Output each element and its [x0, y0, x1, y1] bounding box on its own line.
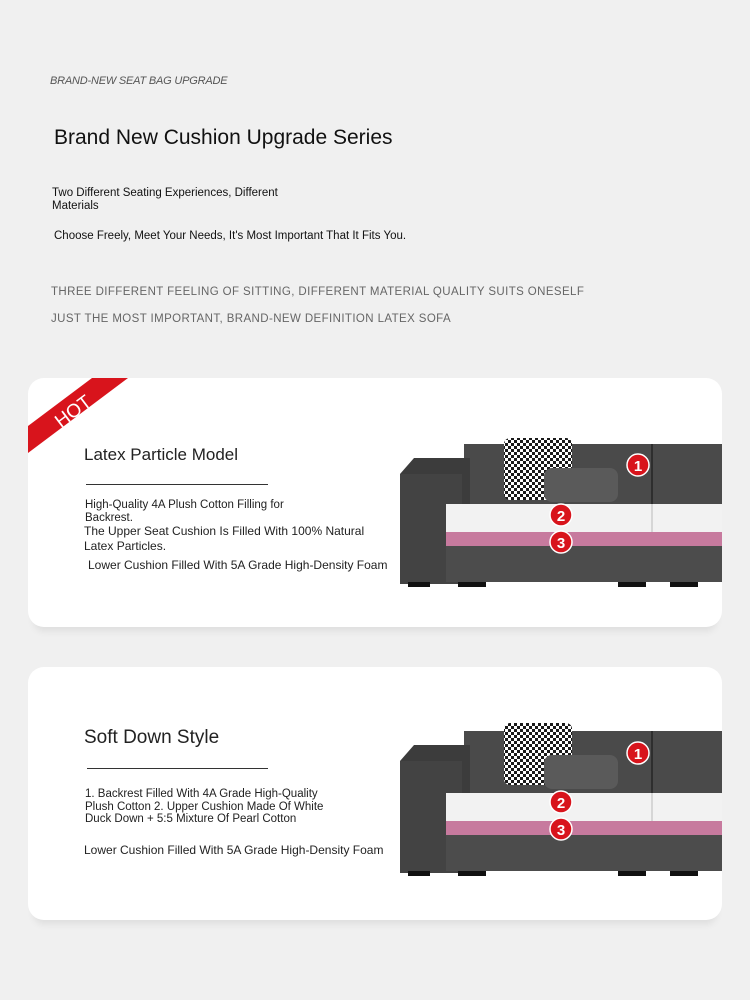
svg-text:3: 3 [556, 535, 566, 552]
subtitle-choose: Choose Freely, Meet Your Needs, It's Most Important That It Fits You. [54, 230, 407, 242]
sofa-image-soft-down [394, 723, 722, 879]
hot-badge-label: HOT [51, 391, 96, 433]
sofa-image-latex [394, 434, 722, 590]
desc-upper-cushion: The Upper Seat Cushion Is Filled With 100% Natural Latex Particles. [84, 524, 365, 553]
latex-model-card [28, 378, 722, 627]
subtitle-seating: Two Different Seating Experiences, Different Materials [52, 187, 278, 212]
title-underline [87, 768, 268, 769]
marker-3-icon [550, 531, 572, 553]
desc-lower-cushion: Lower Cushion Filled With 5A Grade High-Density Foam [84, 843, 384, 857]
title-underline [86, 484, 268, 485]
svg-text:1: 1 [633, 746, 643, 763]
marker-2-icon [550, 791, 572, 813]
card-title-latex: Latex Particle Model [84, 445, 239, 464]
svg-text:2: 2 [556, 795, 566, 812]
svg-text:2: 2 [556, 508, 566, 525]
card-title-soft-down: Soft Down Style [84, 727, 220, 748]
svg-text:3: 3 [556, 822, 566, 839]
hot-badge [28, 378, 128, 453]
caps-line-1: THREE DIFFERENT FEELING OF SITTING, DIFFERENT MATERIAL QUALITY SUITS ONESELF [51, 286, 585, 298]
desc-backrest-upper: 1. Backrest Filled With 4A Grade High-Quality Plush Cotton 2. Upper Cushion Made Of White Duck Down + 5:5 Mixture Of Pearl Cotton [85, 788, 324, 825]
marker-1-icon [627, 454, 649, 476]
desc-backrest: High-Quality 4A Plush Cotton Filling for Backrest. [85, 499, 284, 524]
marker-2-icon [550, 504, 572, 526]
soft-down-card [28, 667, 722, 920]
svg-text:1: 1 [633, 458, 643, 475]
caps-line-2: JUST THE MOST IMPORTANT, BRAND-NEW DEFINITION LATEX SOFA [51, 313, 452, 325]
marker-1-icon [627, 742, 649, 764]
eyebrow-text: BRAND-NEW SEAT BAG UPGRADE [50, 75, 228, 87]
marker-3-icon [550, 818, 572, 840]
page-title: Brand New Cushion Upgrade Series [54, 126, 393, 149]
desc-lower-cushion: Lower Cushion Filled With 5A Grade High-Density Foam [88, 559, 388, 572]
